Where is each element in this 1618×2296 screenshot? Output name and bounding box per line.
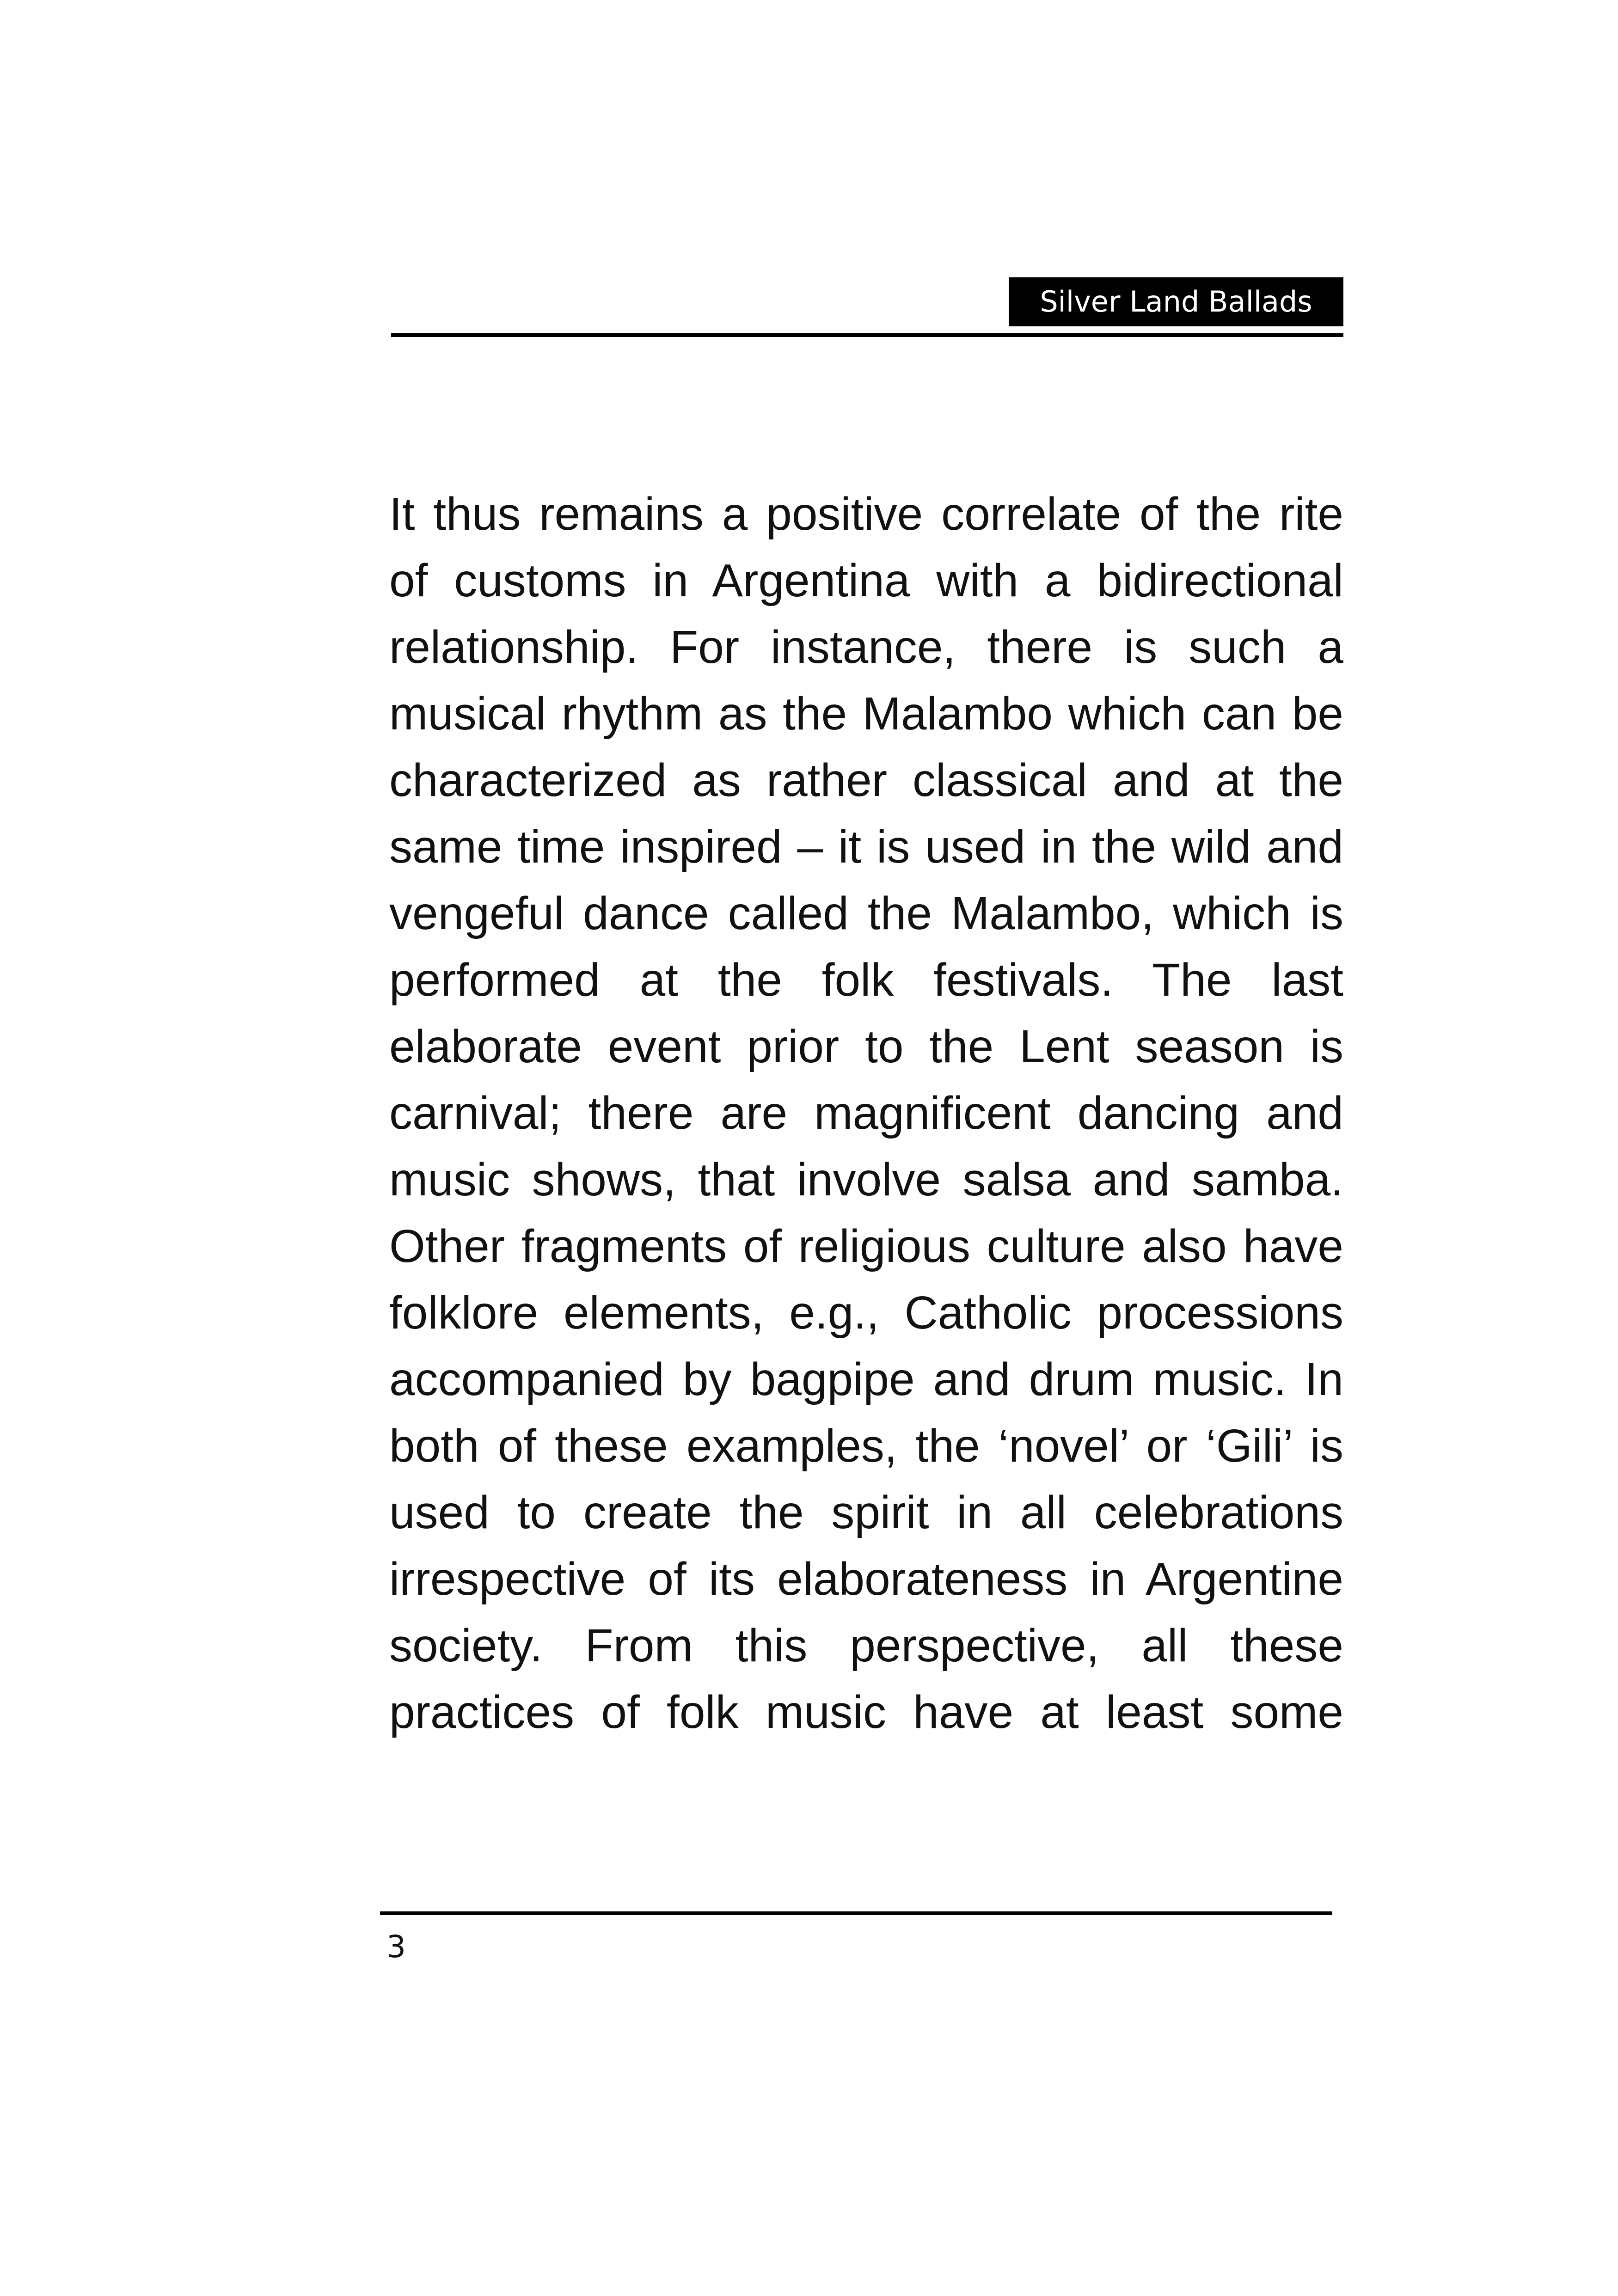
body-line: elaborate event prior to the Lent season is — [389, 1021, 1343, 1072]
body-line: society. From this perspective, all these — [389, 1620, 1343, 1671]
body-line: vengeful dance called the Malambo, which is — [389, 888, 1343, 939]
page-number: 3 — [386, 1929, 406, 1965]
body-line: music shows, that involve salsa and samba. — [389, 1154, 1343, 1206]
header-rule — [391, 333, 1343, 337]
body-line: used to create the spirit in all celebrations — [389, 1487, 1343, 1538]
footer-rule — [380, 1911, 1332, 1915]
body-line: performed at the folk festivals. The last — [389, 954, 1343, 1006]
body-line: accompanied by bagpipe and drum music. In — [389, 1353, 1343, 1405]
body-line: It thus remains a positive correlate of the rite — [389, 488, 1343, 540]
body-line: of customs in Argentina with a bidirectional — [389, 555, 1343, 606]
body-paragraph — [389, 481, 1343, 1745]
body-line: folklore elements, e.g., Catholic processions — [389, 1287, 1343, 1339]
body-line: both of these examples, the ‘novel’ or ‘Gili’ is — [389, 1420, 1343, 1472]
body-line: relationship. For instance, there is such a — [389, 621, 1343, 673]
body-line: characterized as rather classical and at the — [389, 754, 1343, 806]
body-line: practices of folk music have at least some — [389, 1686, 1343, 1738]
body-line: musical rhythm as the Malambo which can be — [389, 688, 1343, 740]
body-line: Other fragments of religious culture also have — [389, 1220, 1343, 1272]
body-line: irrespective of its elaborateness in Argentine — [389, 1553, 1343, 1605]
body-line: same time inspired – it is used in the wild and — [389, 821, 1343, 873]
body-line: carnival; there are magnificent dancing and — [389, 1087, 1343, 1139]
running-header-title: Silver Land Ballads — [1009, 277, 1343, 326]
